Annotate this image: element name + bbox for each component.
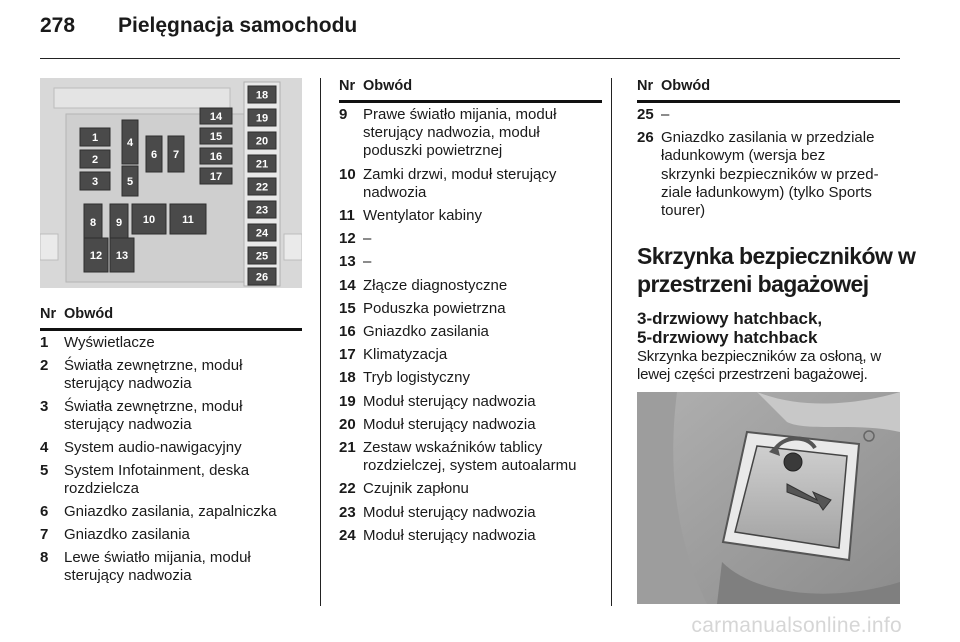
row-number: 13 — [339, 253, 356, 271]
header-nr: Nr — [40, 306, 57, 322]
row-text: ziale ładunkowym) (tylko Sports — [661, 183, 872, 201]
row-text: – — [363, 253, 372, 271]
fuse-label: 22 — [255, 181, 269, 194]
fuse-label: 25 — [255, 250, 269, 263]
paragraph-line-1: Skrzynka bezpieczników za osłoną, w — [637, 348, 881, 365]
table-header-col3 — [637, 78, 900, 103]
row-text: Lewe światło mijania, moduł — [64, 549, 251, 566]
row-number: 11 — [339, 207, 355, 224]
row-text: – — [661, 106, 670, 123]
row-text: Moduł sterujący nadwozia — [363, 503, 536, 521]
fuse-label: 17 — [209, 171, 223, 183]
row-text: Moduł sterujący nadwozia — [363, 415, 536, 433]
row-number: 9 — [339, 106, 348, 123]
fuse-label: 7 — [172, 149, 180, 161]
fuse-label: 12 — [89, 250, 103, 262]
row-number: 19 — [339, 392, 356, 410]
fuse-label: 4 — [126, 137, 134, 149]
housing-clip — [40, 234, 58, 260]
row-text: Gniazdko zasilania w przedziale — [661, 129, 875, 147]
fuse-label: 5 — [126, 176, 134, 188]
section-heading-line-2: przestrzeni bagażowej — [637, 271, 869, 297]
row-text: sterujący nadwozia — [64, 416, 192, 433]
row-text: Czujnik zapłonu — [363, 480, 469, 498]
row-text: sterujący nadwozia, moduł — [363, 124, 540, 142]
row-number: 12 — [339, 230, 356, 248]
column-divider-1 — [320, 78, 321, 606]
row-number: 20 — [339, 415, 356, 433]
row-text: Światła zewnętrzne, moduł — [64, 357, 243, 374]
row-text: nadwozia — [363, 183, 427, 201]
row-number: 3 — [40, 398, 49, 415]
row-text: Prawe światło mijania, moduł — [363, 106, 557, 123]
page-number: 278 — [40, 14, 76, 37]
row-text: Światła zewnętrzne, moduł — [64, 398, 243, 415]
fuse-label: 13 — [115, 250, 129, 262]
row-text: Wentylator kabiny — [363, 207, 482, 224]
row-number: 26 — [637, 129, 654, 147]
row-number: 10 — [339, 165, 356, 183]
row-number: 7 — [40, 526, 49, 543]
row-text: Tryb logistyczny — [363, 369, 470, 387]
row-text: Klimatyzacja — [363, 346, 448, 364]
fuse-label: 10 — [142, 214, 156, 226]
fuse-label: 21 — [255, 158, 269, 171]
row-text: ładunkowym (wersja bez — [661, 147, 826, 165]
fuse-label: 9 — [115, 217, 123, 229]
row-text: System audio-nawigacyjny — [64, 439, 242, 456]
subheading-line-2: 5-drzwiowy hatchback — [637, 328, 818, 347]
row-number: 18 — [339, 369, 356, 387]
paragraph-line-2: lewej części przestrzeni bagażowej. — [637, 366, 868, 383]
row-text: Poduszka powietrzna — [363, 299, 506, 317]
housing-clip-right — [284, 234, 302, 260]
row-number: 14 — [339, 276, 356, 294]
fuse-label: 16 — [209, 151, 223, 163]
fuse-label: 14 — [209, 111, 223, 123]
header-circuit: Obwód — [363, 78, 413, 94]
subheading-line-1: 3-drzwiowy hatchback, — [637, 309, 823, 328]
fuse-label: 18 — [255, 89, 269, 102]
row-number: 16 — [339, 323, 356, 340]
fuse-label: 23 — [255, 204, 269, 217]
row-number: 4 — [40, 439, 49, 456]
row-number: 23 — [339, 503, 356, 521]
row-number: 6 — [40, 503, 49, 520]
cover-knob — [784, 453, 802, 471]
section-heading-line-1: Skrzynka bezpieczników w — [637, 243, 916, 269]
header-circuit: Obwód — [661, 78, 711, 94]
row-number: 2 — [40, 357, 49, 374]
fuse-label: 6 — [150, 149, 158, 161]
fuse-box-svg — [40, 78, 302, 288]
header-circuit: Obwód — [64, 306, 114, 322]
fuse-label: 15 — [209, 131, 223, 143]
row-number: 25 — [637, 106, 654, 123]
header-nr: Nr — [339, 78, 356, 94]
row-text: rozdzielcza — [64, 480, 140, 497]
row-number: 22 — [339, 480, 356, 498]
row-number: 24 — [339, 526, 356, 544]
row-text: Zamki drzwi, moduł sterujący — [363, 165, 557, 183]
row-text: System Infotainment, deska — [64, 462, 250, 479]
row-text: Wyświetlacze — [64, 334, 155, 351]
row-text: Gniazdko zasilania — [64, 526, 190, 543]
fuse-label: 8 — [89, 217, 97, 229]
row-text: – — [363, 230, 372, 248]
page-header-text — [40, 14, 357, 38]
row-text: Moduł sterujący nadwozia — [363, 392, 536, 410]
row-number: 8 — [40, 549, 49, 566]
row-text: tourer) — [661, 201, 706, 219]
row-number: 1 — [40, 334, 49, 351]
row-text: poduszki powietrznej — [363, 142, 503, 160]
fuse-label: 1 — [91, 132, 99, 144]
row-text: sterujący nadwozia — [64, 375, 192, 392]
row-text: Złącze diagnostyczne — [363, 276, 508, 294]
fuse-label: 2 — [91, 154, 99, 166]
row-text: skrzynki bezpieczników w przed- — [661, 165, 879, 183]
row-text: Gniazdko zasilania, zapalniczka — [64, 503, 277, 520]
fuse-label: 19 — [255, 112, 269, 125]
row-text: Zestaw wskaźników tablicy — [363, 439, 543, 456]
trunk-photo-svg — [637, 392, 900, 604]
row-text: sterujący nadwozia — [64, 567, 192, 584]
table-header-col2 — [339, 78, 602, 103]
fuse-label: 26 — [255, 271, 269, 284]
fuse-label: 11 — [182, 214, 194, 226]
row-text: Gniazdko zasilania — [363, 323, 489, 340]
footer-watermark: carmanualsonline.info — [691, 614, 902, 637]
page-title: Pielęgnacja samochodu — [118, 14, 358, 37]
header-nr: Nr — [637, 78, 654, 94]
row-number: 5 — [40, 462, 49, 479]
row-number: 21 — [339, 439, 356, 456]
fuse-label: 20 — [255, 135, 269, 148]
header-rule — [40, 58, 900, 59]
table-header-col1 — [40, 306, 302, 331]
fuse-box-diagram — [40, 78, 302, 288]
housing-top — [54, 88, 230, 108]
row-text: rozdzielczej, system autoalarmu — [363, 457, 577, 475]
row-number: 15 — [339, 299, 356, 317]
row-text: Moduł sterujący nadwozia — [363, 526, 536, 544]
column-divider-2 — [611, 78, 612, 606]
row-number: 17 — [339, 346, 356, 364]
trunk-fusebox-photo — [637, 392, 900, 604]
fuse-label: 3 — [91, 176, 99, 188]
fuse-label: 24 — [255, 227, 269, 240]
